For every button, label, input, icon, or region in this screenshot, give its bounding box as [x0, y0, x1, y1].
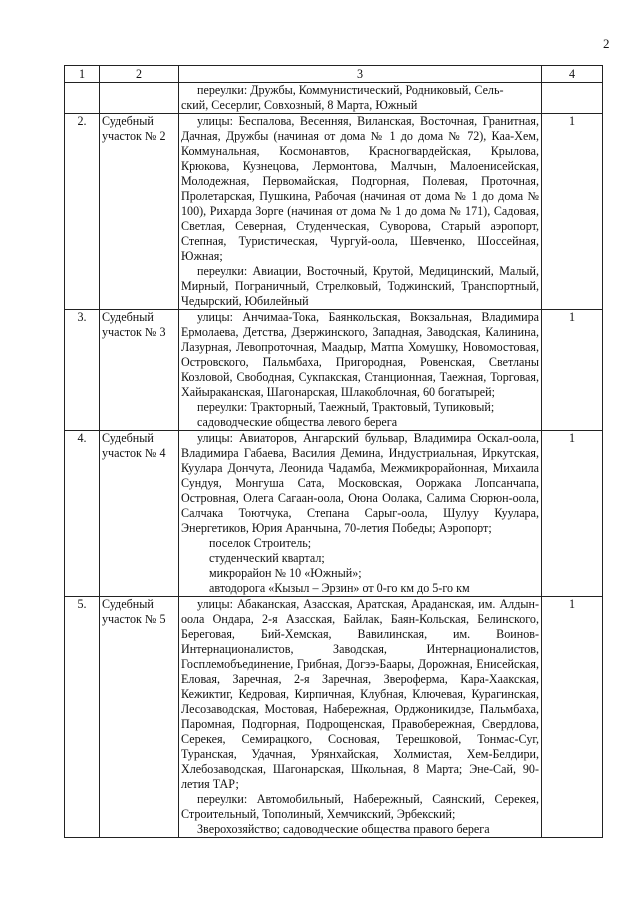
cell-num — [65, 83, 100, 114]
sub-item: автодорога «Кызыл – Эрзин» от 0-го км до 5-го км — [209, 581, 470, 595]
header-col-1: 1 — [65, 66, 100, 83]
sub-item: студенческий квартал; — [209, 551, 325, 565]
cell-description — [179, 83, 542, 114]
cell-qty: 1 — [542, 310, 603, 431]
cell-num: 2. — [65, 114, 100, 310]
table-header-row — [65, 66, 603, 83]
cell-description — [179, 310, 542, 431]
cell-num: 4. — [65, 431, 100, 597]
lanes-paragraph: переулки: Авиации, Восточный, Крутой, Медицинский, Малый, Мирный, Пограничный, Стрелковый, Тоджинский, Транспортный, Чедырский, Юбилейный — [181, 264, 539, 308]
streets-paragraph: улицы: Авиаторов, Ангарский бульвар, Владимира Оскал-оола, Владимира Габаева, Василия Демина, Индустриальная, Иркутская, Куулара Дончута, Леонида Чадамба, Межмикрорайонная, Михаила Сундуя, Монгуша Сата, Московская, Ооржака Лопсанчапа, Островная, Олега Сагаан-оола, Оюна Оолака, Салима Сюрюн-оола, Салчака Тоютчука, Степана Сарыг-оола, Шулуу Куулара, Энергетиков, Юрия Аранчына, 70-летия Победы; Аэропорт; — [181, 431, 539, 535]
cell-description — [179, 114, 542, 310]
continuation-line: ский, Сесерлиг, Совхозный, 8 Марта, Южный — [181, 98, 418, 112]
cell-qty: 1 — [542, 114, 603, 310]
continuation-line: переулки: Дружбы, Коммунистический, Родниковый, Сель- — [197, 83, 504, 97]
gardening-paragraph: садоводческие общества левого берега — [197, 415, 398, 429]
cell-court: Судебный участок № 2 — [100, 114, 179, 310]
cell-num: 3. — [65, 310, 100, 431]
table-row — [65, 114, 603, 310]
cell-court: Судебный участок № 5 — [100, 597, 179, 838]
page-number: 2 — [603, 36, 610, 51]
cell-description — [179, 597, 542, 838]
streets-paragraph: улицы: Анчимаа-Тока, Баянкольская, Вокзальная, Владимира Ермолаева, Детства, Дзержинского, Западная, Заводская, Калинина, Лазурная, Левопроточная, Маадыр, Матпа Хомушку, Новомостовая, Островского, Пальмбаха, Пригородная, Ровенская, Светланы Козловой, Свободная, Сукпакская, Станционная, Таежная, Торговая, Хайыраканская, Шагонарская, Шлакоблочная, 60 богатырей; — [181, 310, 539, 399]
header-col-2: 2 — [100, 66, 179, 83]
cell-num: 5. — [65, 597, 100, 838]
cell-court: Судебный участок № 4 — [100, 431, 179, 597]
cell-qty: 1 — [542, 597, 603, 838]
gardening-paragraph: Зверохозяйство; садоводческие общества правого берега — [197, 822, 490, 836]
cell-qty — [542, 83, 603, 114]
lanes-paragraph: переулки: Автомобильный, Набережный, Саянский, Серекея, Строительный, Тополиный, Хемчикский, Эрбекский; — [181, 792, 539, 821]
cell-court: Судебный участок № 3 — [100, 310, 179, 431]
header-col-4: 4 — [542, 66, 603, 83]
sub-item: микрорайон № 10 «Южный»; — [209, 566, 362, 580]
cell-court — [100, 83, 179, 114]
streets-paragraph: улицы: Беспалова, Весенняя, Виланская, Восточная, Гранитная, Дачная, Дружбы (начиная от дома № 1 до дома № 72), Каа-Хем, Коммунальная, Космонавтов, Красногвардейская, Крылова, Крюкова, Кузнецова, Лермонтова, Малчын, Малоенисейская, Молодежная, Первомайская, Подгорная, Полевая, Проточная, Пролетарская, Пушкина, Рабочая (начиная от дома № 1 до дома № 100), Рихарда Зорге (начиная от дома № 1 до дома № 171), Садовая, Светлая, Северная, Студенческая, Суворова, Старый аэропорт, Степная, Туристическая, Чургуй-оола, Шевченко, Шоссейная, Южная; — [181, 114, 539, 263]
streets-paragraph: улицы: Абаканская, Азасская, Аратская, Араданская, им. Алдын-оола Ондара, 2-я Азасская, Байлак, Баян-Кольская, Белинского, Береговая, Бий-Хемская, Вавилинская, им. Воинов-Интернационалистов, Заводская, Интернационалистов, Госплемобъединение, Грибная, Догээ-Баары, Дорожная, Енисейская, Еловая, Заречная, 2-я Заречная, Звероферма, Кара-Хаакская, Кежиктиг, Кедровая, Кирпичная, Клубная, Ключевая, Курагинская, Лесозаводская, Мостовая, Набережная, Орджоникидзе, Пальмбаха, Паромная, Подгорная, Подрощенская, Правобережная, Свердлова, Серекея, Семирацкого, Сосновая, Терешковой, Тонмас-Суг, Туранская, Удачная, Урянхайская, Холмистая, Хем-Белдири, Хлебозаводская, Шагонарская, Школьная, 8 Марта; Эне-Сай, 90-летия ТАР; — [181, 597, 539, 791]
table-row-continuation — [65, 83, 603, 114]
table-row — [65, 431, 603, 597]
table-row — [65, 597, 603, 838]
sub-item: поселок Строитель; — [209, 536, 312, 550]
court-districts-table — [64, 65, 603, 838]
table-row — [65, 310, 603, 431]
header-col-3: 3 — [179, 66, 542, 83]
lanes-paragraph: переулки: Тракторный, Таежный, Трактовый, Тупиковый; — [197, 400, 495, 414]
cell-qty: 1 — [542, 431, 603, 597]
cell-description — [179, 431, 542, 597]
